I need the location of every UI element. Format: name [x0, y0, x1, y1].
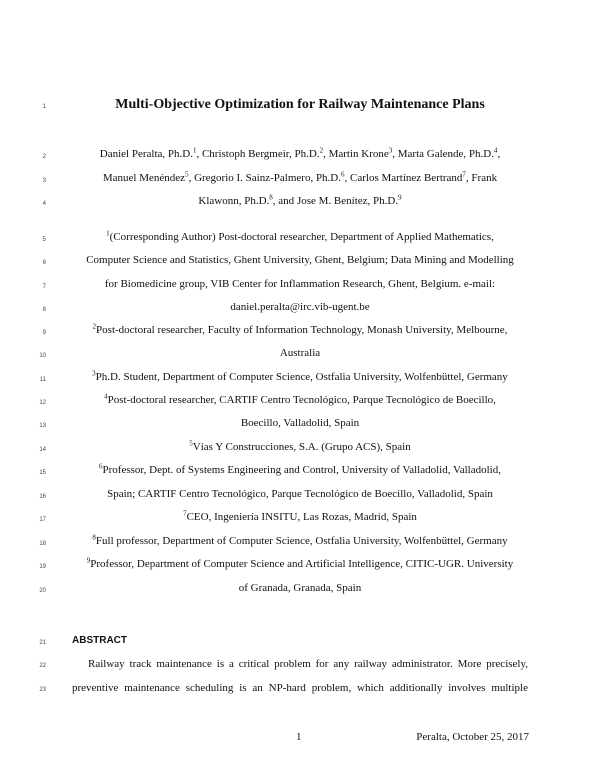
separator: ,	[392, 148, 398, 160]
affiliation-line: Spain; CARTIF Centro Tecnológico, Parque Tecnológico de Boecillo, Valladolid, Spain	[107, 488, 493, 500]
line-number: 11	[39, 377, 46, 383]
abstract-text-line: Railway track maintenance is a critical problem for any railway administrator. More precisely,	[88, 658, 528, 670]
affiliation-line	[40, 231, 560, 243]
affiliation-line	[40, 558, 560, 570]
affiliation-line	[40, 371, 560, 383]
affiliation-marker: 1	[106, 229, 110, 238]
abstract-heading: ABSTRACT	[72, 635, 127, 646]
author-name: Frank	[471, 172, 498, 184]
affiliation-line	[40, 535, 560, 547]
separator: ,	[196, 148, 202, 160]
affiliation-line: Australia	[279, 347, 321, 359]
author-line	[40, 148, 560, 160]
author-name: Gregorio I. Sainz-Palmero, Ph.D.	[194, 172, 342, 184]
line-number: 5	[42, 237, 46, 243]
affiliation-line: for Biomedicine group, VIB Center for Inflammation Research, Ghent, Belgium. e-mail:	[104, 278, 496, 290]
affiliation-marker: 6	[99, 462, 103, 471]
author-name: Marta Galende, Ph.D.	[397, 148, 494, 160]
author-name: Christoph Bergmeir, Ph.D.	[201, 148, 320, 160]
affiliation-text: Professor, Dept. of Systems Engineering and Control, University of Valladolid, Valladolid,	[102, 464, 501, 476]
abstract-text-line: preventive maintenance scheduling is an NP-hard problem, which additionally involves multiple	[72, 682, 528, 694]
separator: ,	[344, 172, 351, 184]
affiliation-text: Vías Y Construcciones, S.A. (Grupo ACS), Spain	[192, 441, 411, 453]
line-number: 1	[42, 104, 46, 110]
affiliation-marker: 2	[319, 146, 324, 155]
email-address: daniel.peralta@irc.vib-ugent.be	[230, 301, 370, 313]
line-number: 20	[39, 588, 46, 594]
line-number: 4	[42, 201, 46, 207]
affiliation-marker: 8	[269, 193, 273, 202]
page-number: 1	[296, 731, 302, 743]
running-footer: Peralta, October 25, 2017	[416, 731, 529, 743]
line-number: 16	[39, 494, 46, 500]
author-line	[40, 172, 560, 184]
affiliation-marker: 6	[341, 170, 345, 179]
line-number: 6	[42, 260, 46, 266]
author-name: Klawonn, Ph.D.	[198, 195, 270, 207]
affiliation-text: Post-doctoral researcher, Faculty of Information Technology, Monash University, Melbourne,	[96, 324, 508, 336]
affiliation-marker: 9	[398, 193, 402, 202]
affiliation-line	[40, 324, 560, 336]
affiliation-line	[40, 394, 560, 406]
affiliation-marker: 8	[92, 533, 96, 542]
affiliation-text: Post-doctoral researcher, CARTIF Centro Tecnológico, Parque Tecnológico de Boecillo,	[107, 394, 496, 406]
affiliation-line	[40, 441, 560, 453]
affiliation-marker: 7	[462, 170, 466, 179]
line-number: 9	[42, 330, 46, 336]
author-line	[40, 195, 560, 207]
line-number: 7	[42, 284, 46, 290]
line-number: 2	[42, 154, 46, 160]
affiliation-text: CEO, Ingeniería INSITU, Las Rozas, Madrid, Spain	[186, 511, 417, 523]
separator: ,	[188, 172, 195, 184]
separator: ,	[323, 148, 329, 160]
line-number: 17	[39, 517, 46, 523]
affiliation-text: (Corresponding Author) Post-doctoral researcher, Department of Applied Mathematics,	[109, 231, 494, 243]
paper-title: Multi-Objective Optimization for Railway Maintenance Plans	[115, 97, 485, 112]
line-number: 22	[39, 663, 46, 669]
affiliation-marker: 1	[192, 146, 197, 155]
separator: , and	[272, 195, 297, 207]
affiliation-line	[40, 464, 560, 476]
affiliation-marker: 7	[183, 509, 187, 518]
line-number: 15	[39, 470, 46, 476]
line-number: 10	[39, 353, 46, 359]
affiliation-marker: 5	[189, 439, 193, 448]
affiliation-text: Ph.D. Student, Department of Computer Science, Ostfalia University, Wolfenbüttel, Germany	[95, 371, 508, 383]
affiliation-line: Boecillo, Valladolid, Spain	[240, 417, 360, 429]
separator: ,	[465, 172, 472, 184]
author-name: Martin Krone	[328, 148, 389, 160]
affiliation-text: Full professor, Department of Computer Science, Ostfalia University, Wolfenbüttel, Germany	[95, 535, 508, 547]
separator: ,	[497, 148, 501, 160]
author-name: Daniel Peralta, Ph.D.	[99, 148, 193, 160]
affiliation-marker: 2	[92, 322, 97, 331]
line-number: 14	[39, 447, 46, 453]
affiliation-marker: 3	[388, 146, 393, 155]
line-number: 3	[42, 178, 46, 184]
line-number: 21	[39, 640, 46, 646]
line-number: 19	[39, 564, 46, 570]
line-number: 12	[39, 400, 46, 406]
affiliation-line	[40, 511, 560, 523]
author-name: Jose M. Benítez, Ph.D.	[296, 195, 399, 207]
affiliation-marker: 3	[92, 369, 96, 378]
line-number: 8	[42, 307, 46, 313]
affiliation-marker: 9	[86, 556, 91, 565]
affiliation-marker: 4	[493, 146, 498, 155]
line-number: 13	[39, 423, 46, 429]
affiliation-text: Professor, Department of Computer Science and Artificial Intelligence, CITIC-UGR. University	[90, 558, 514, 570]
affiliation-line: Computer Science and Statistics, Ghent University, Ghent, Belgium; Data Mining and Modelling	[86, 254, 514, 266]
affiliation-line: of Granada, Granada, Spain	[238, 582, 362, 594]
affiliation-marker: 4	[104, 392, 108, 401]
affiliation-marker: 5	[185, 170, 189, 179]
author-name: Carlos Martínez Bertrand	[350, 172, 463, 184]
author-name: Manuel Menéndez	[102, 172, 186, 184]
line-number: 23	[39, 687, 46, 693]
line-number: 18	[39, 541, 46, 547]
